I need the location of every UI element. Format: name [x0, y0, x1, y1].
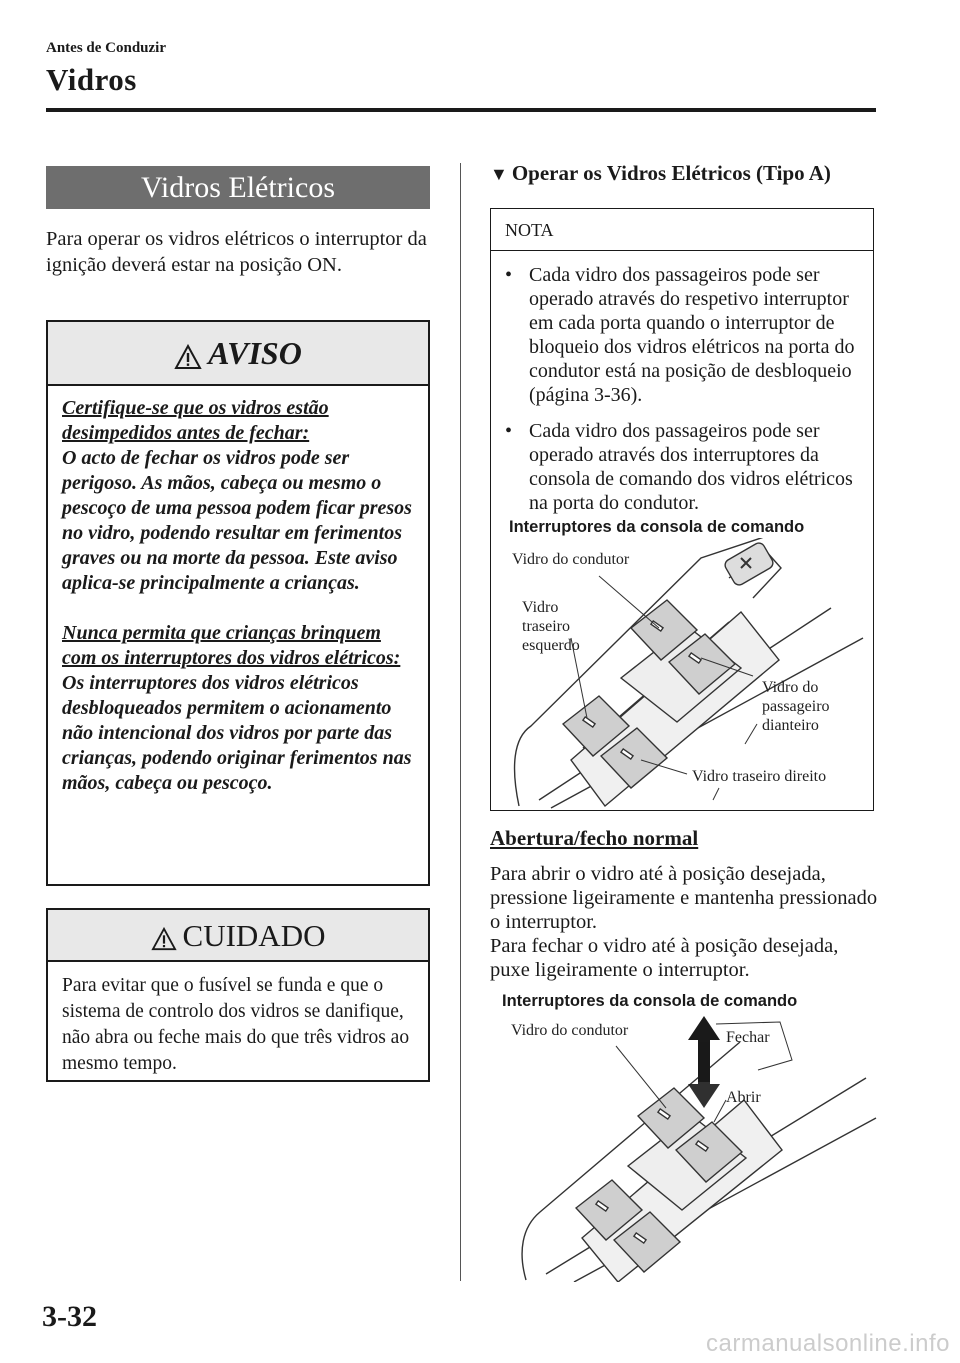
- label-rear-right-window: Vidro traseiro direito: [692, 768, 827, 785]
- figure1-title: Interruptores da consola de comando: [509, 518, 805, 536]
- caution-title: CUIDADO: [182, 918, 326, 953]
- page-title: Vidros: [46, 62, 137, 97]
- triangle-down-icon: ▼: [490, 164, 508, 184]
- warning-heading-2: Nunca permita que crianças brinquem com os interruptores dos vidros elétricos:: [62, 622, 401, 669]
- caution-box: [46, 908, 430, 1082]
- bullet-icon: •: [505, 420, 513, 442]
- chapter-label: Antes de Conduzir: [46, 40, 167, 56]
- label-front-passenger-window: Vidro do passageiro dianteiro: [762, 679, 830, 734]
- caution-triangle-icon: [151, 927, 177, 951]
- watermark: carmanualsonline.info: [706, 1330, 950, 1357]
- warning-text-2: Os interruptores dos vidros elétricos desbloqueados permitem o acionamento não intencional dos vidros por parte das crianças, podendo originar ferimentos nas mãos, cabeça ou pescoço.: [62, 672, 412, 794]
- label-open: Abrir: [726, 1089, 761, 1106]
- bullet-icon: •: [505, 264, 513, 286]
- figure2-title: Interruptores da consola de comando: [502, 992, 798, 1010]
- warning-triangle-icon: [174, 344, 202, 370]
- warning-box: [46, 320, 430, 886]
- header-rule: [46, 108, 876, 112]
- paragraph-open: Para abrir o vidro até à posição desejada, pressione ligeiramente e mantenha pressionado o interruptor.: [490, 863, 878, 933]
- section-title: Vidros Elétricos: [46, 166, 430, 209]
- warning-header: [48, 322, 428, 386]
- label-rear-left-window: Vidro traseiro esquerdo: [522, 599, 580, 654]
- note-item-text: Cada vidro dos passageiros pode ser operado através dos interruptores da consola de comando dos vidros elétricos na porta do condutor.: [529, 420, 853, 514]
- caution-header: [48, 910, 428, 962]
- figure2-switch-operation-illustration: [500, 1012, 880, 1282]
- caution-text: Para evitar que o fusível se funda e que o sistema de controlo dos vidros se danifique, não abra ou feche mais do que três vidros ao mesmo tempo.: [62, 975, 410, 1074]
- warning-heading-1: Certifique-se que os vidros estão desimpedidos antes de fechar:: [62, 397, 329, 444]
- column-divider: [460, 163, 461, 1281]
- up-down-arrow-icon: [688, 1016, 720, 1108]
- label-driver-window: Vidro do condutor: [512, 551, 630, 568]
- warning-title: AVISO: [208, 335, 302, 371]
- note-item-text: Cada vidro dos passageiros pode ser operado através do respetivo interruptor em cada porta quando o interruptor de bloqueio dos vidros elétricos na porta do condutor está na posição de desbloqueio (página 3-36).: [529, 264, 855, 406]
- intro-text: Para operar os vidros elétricos o interruptor da ignição deverá estar na posição ON.: [46, 228, 427, 276]
- operation-paragraph: [490, 862, 880, 982]
- right-heading-text: Operar os Vidros Elétricos (Tipo A): [511, 161, 831, 185]
- label-close: Fechar: [726, 1029, 770, 1046]
- subheading-normal-operation: Abertura/fecho normal: [490, 826, 699, 850]
- paragraph-close: Para fechar o vidro até à posição desejada, puxe ligeiramente o interruptor.: [490, 935, 839, 981]
- page-number: 3-32: [42, 1300, 97, 1333]
- note-item: [491, 419, 873, 515]
- label-driver-window-2: Vidro do condutor: [511, 1022, 629, 1039]
- note-title: NOTA: [491, 209, 873, 251]
- note-item: [491, 263, 873, 407]
- right-heading: [490, 160, 890, 187]
- warning-text-1: O acto de fechar os vidros pode ser perigoso. As mãos, cabeça ou mesmo o pescoço de uma pessoa podem ficar presos no vidro, podendo resultar em ferimentos graves ou na morte da pessoa. Este aviso aplica-se principalmente a crianças.: [62, 447, 412, 594]
